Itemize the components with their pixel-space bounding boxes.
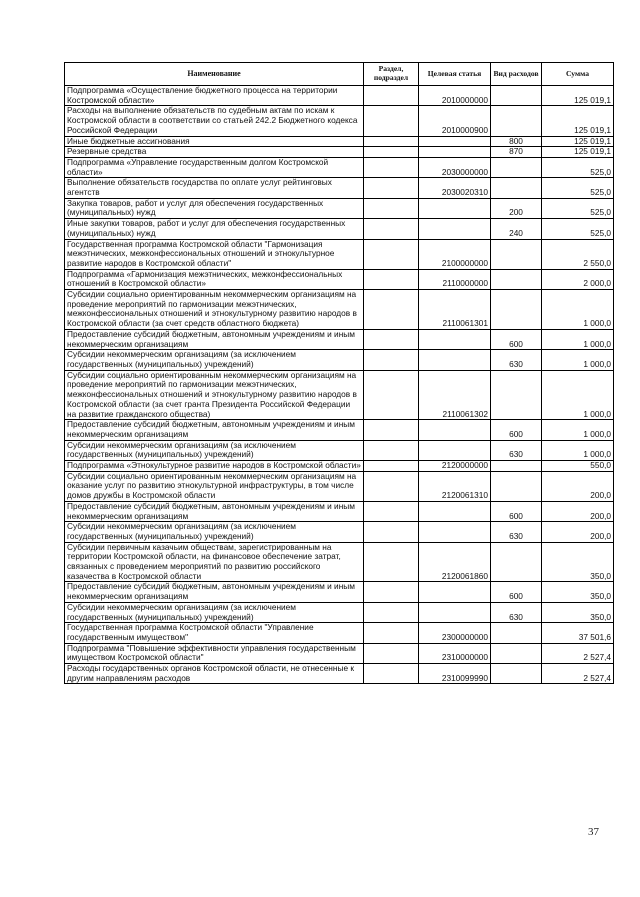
- cell-type: [491, 542, 542, 582]
- cell-type: 800: [491, 136, 542, 147]
- table-row: [65, 602, 614, 622]
- cell-type: [491, 157, 542, 177]
- cell-section: [364, 602, 419, 622]
- cell-target: 2010000900: [419, 106, 491, 136]
- cell-type: 600: [491, 582, 542, 602]
- cell-section: [364, 623, 419, 643]
- cell-target: [419, 219, 491, 239]
- cell-section: [364, 522, 419, 542]
- cell-target: 2030000000: [419, 157, 491, 177]
- cell-target: 2110061302: [419, 370, 491, 420]
- table-row: [65, 440, 614, 460]
- table-row: [65, 582, 614, 602]
- cell-target: 2120061310: [419, 471, 491, 501]
- cell-type: 600: [491, 329, 542, 349]
- cell-section: [364, 136, 419, 147]
- cell-sum: 125 019,1: [542, 136, 614, 147]
- table-row: [65, 370, 614, 420]
- cell-sum: 2 000,0: [542, 269, 614, 289]
- cell-section: [364, 147, 419, 158]
- header-type: Вид расходов: [491, 63, 542, 86]
- cell-name: Подпрограмма «Этнокультурное развитие народов в Костромской области»: [65, 461, 364, 472]
- cell-target: [419, 522, 491, 542]
- table-row: [65, 198, 614, 218]
- header-target: Целевая статья: [419, 63, 491, 86]
- cell-sum: 1 000,0: [542, 370, 614, 420]
- cell-sum: 37 501,6: [542, 623, 614, 643]
- cell-section: [364, 501, 419, 521]
- cell-name: Подпрограмма "Повышение эффективности управления государственным имуществом Костромской области": [65, 643, 364, 663]
- table-row: [65, 290, 614, 330]
- cell-target: 2030020310: [419, 178, 491, 198]
- cell-sum: 200,0: [542, 471, 614, 501]
- cell-sum: 550,0: [542, 461, 614, 472]
- cell-name: Предоставление субсидий бюджетным, автономным учреждениям и иным некоммерческим организациям: [65, 582, 364, 602]
- table-row: [65, 329, 614, 349]
- cell-type: 630: [491, 440, 542, 460]
- cell-section: [364, 329, 419, 349]
- cell-name: Выполнение обязательств государства по оплате услуг рейтинговых агентств: [65, 178, 364, 198]
- cell-name: Государственная программа Костромской области "Управление государственным имуществом": [65, 623, 364, 643]
- table-header-row: [65, 63, 614, 86]
- table-row: [65, 269, 614, 289]
- cell-sum: 350,0: [542, 582, 614, 602]
- cell-name: Предоставление субсидий бюджетным, автономным учреждениям и иным некоммерческим организациям: [65, 420, 364, 440]
- cell-type: [491, 370, 542, 420]
- cell-section: [364, 239, 419, 269]
- cell-target: [419, 420, 491, 440]
- cell-sum: 1 000,0: [542, 440, 614, 460]
- cell-type: 630: [491, 350, 542, 370]
- cell-section: [364, 664, 419, 684]
- cell-type: 630: [491, 522, 542, 542]
- cell-section: [364, 461, 419, 472]
- cell-section: [364, 440, 419, 460]
- cell-name: Предоставление субсидий бюджетным, автономным учреждениям и иным некоммерческим организациям: [65, 329, 364, 349]
- table-row: [65, 178, 614, 198]
- cell-target: 2110000000: [419, 269, 491, 289]
- cell-type: [491, 106, 542, 136]
- cell-section: [364, 370, 419, 420]
- cell-target: 2300000000: [419, 623, 491, 643]
- cell-sum: 525,0: [542, 219, 614, 239]
- table-row: [65, 643, 614, 663]
- header-name: Наименование: [65, 63, 364, 86]
- cell-section: [364, 420, 419, 440]
- table-row: [65, 350, 614, 370]
- table-row: [65, 136, 614, 147]
- cell-target: 2010000000: [419, 86, 491, 106]
- cell-target: 2310000000: [419, 643, 491, 663]
- cell-target: [419, 147, 491, 158]
- cell-section: [364, 471, 419, 501]
- cell-type: 630: [491, 602, 542, 622]
- cell-target: [419, 136, 491, 147]
- cell-type: 200: [491, 198, 542, 218]
- cell-sum: 350,0: [542, 602, 614, 622]
- cell-type: [491, 461, 542, 472]
- cell-type: [491, 643, 542, 663]
- cell-sum: 1 000,0: [542, 420, 614, 440]
- cell-section: [364, 290, 419, 330]
- table-row: [65, 461, 614, 472]
- table-row: [65, 623, 614, 643]
- cell-name: Расходы на выполнение обязательств по судебным актам по искам к Костромской области в соответствии со статьей 242.2 Бюджетного кодекса Российской Федерации: [65, 106, 364, 136]
- cell-target: 2100000000: [419, 239, 491, 269]
- cell-type: [491, 86, 542, 106]
- cell-target: [419, 350, 491, 370]
- cell-sum: 1 000,0: [542, 329, 614, 349]
- cell-sum: 525,0: [542, 157, 614, 177]
- table-row: [65, 420, 614, 440]
- cell-type: 240: [491, 219, 542, 239]
- cell-type: [491, 623, 542, 643]
- cell-name: Субсидии некоммерческим организациям (за исключением государственных (муниципальных) учреждений): [65, 602, 364, 622]
- table-row: [65, 522, 614, 542]
- cell-name: Субсидии социально ориентированным некоммерческим организациям на проведение мероприятий по гармонизации межэтнических, межконфессиональных отношений и этнокультурному развитию народов в Костромской области (за счет гранта Президента Российской Федерации на развитие гражданского общества): [65, 370, 364, 420]
- cell-sum: 2 527,4: [542, 643, 614, 663]
- cell-section: [364, 643, 419, 663]
- cell-target: [419, 329, 491, 349]
- table-row: [65, 664, 614, 684]
- cell-sum: 125 019,1: [542, 147, 614, 158]
- cell-target: [419, 198, 491, 218]
- cell-name: Государственная программа Костромской области "Гармонизация межэтнических, межконфессиональных отношений и этнокультурное развитие народов в Костромской области": [65, 239, 364, 269]
- cell-name: Субсидии некоммерческим организациям (за исключением государственных (муниципальных) учреждений): [65, 522, 364, 542]
- cell-type: 600: [491, 420, 542, 440]
- cell-name: Закупка товаров, работ и услуг для обеспечения государственных (муниципальных) нужд: [65, 198, 364, 218]
- cell-name: Иные закупки товаров, работ и услуг для обеспечения государственных (муниципальных) нужд: [65, 219, 364, 239]
- cell-sum: 2 527,4: [542, 664, 614, 684]
- cell-section: [364, 198, 419, 218]
- table-body: [65, 86, 614, 684]
- cell-name: Подпрограмма «Управление государственным долгом Костромской области»: [65, 157, 364, 177]
- cell-type: [491, 178, 542, 198]
- table-row: [65, 147, 614, 158]
- cell-sum: 125 019,1: [542, 106, 614, 136]
- budget-table: [64, 62, 614, 684]
- cell-sum: 1 000,0: [542, 290, 614, 330]
- cell-target: 2120000000: [419, 461, 491, 472]
- cell-type: [491, 471, 542, 501]
- cell-sum: 2 550,0: [542, 239, 614, 269]
- cell-name: Подпрограмма «Осуществление бюджетного процесса на территории Костромской области»: [65, 86, 364, 106]
- cell-section: [364, 582, 419, 602]
- cell-name: Субсидии некоммерческим организациям (за исключением государственных (муниципальных) учреждений): [65, 350, 364, 370]
- cell-name: Субсидии некоммерческим организациям (за исключением государственных (муниципальных) учреждений): [65, 440, 364, 460]
- table-row: [65, 86, 614, 106]
- cell-name: Субсидии социально ориентированным некоммерческим организациям на проведение мероприятий по гармонизации межэтнических, межконфессиональных отношений и этнокультурному развитию народов в Костромской области (за счет средств областного бюджета): [65, 290, 364, 330]
- table-row: [65, 219, 614, 239]
- cell-target: [419, 440, 491, 460]
- header-sum: Сумма: [542, 63, 614, 86]
- cell-section: [364, 106, 419, 136]
- table-row: [65, 106, 614, 136]
- cell-section: [364, 542, 419, 582]
- cell-type: [491, 269, 542, 289]
- cell-name: Субсидии социально ориентированным некоммерческим организациям на оказание услуг по развитию этнокультурной инфраструктуры, в том числе домов дружбы в Костромской области: [65, 471, 364, 501]
- cell-target: 2310099990: [419, 664, 491, 684]
- cell-sum: 525,0: [542, 178, 614, 198]
- cell-name: Резервные средства: [65, 147, 364, 158]
- cell-name: Субсидии первичным казачьим обществам, зарегистрированным на территории Костромской области, на финансовое обеспечение затрат, связанных с проведением мероприятий по развитию российского казачества в Костромской области: [65, 542, 364, 582]
- cell-name: Иные бюджетные ассигнования: [65, 136, 364, 147]
- cell-section: [364, 219, 419, 239]
- page-number: 37: [588, 826, 599, 838]
- cell-type: 870: [491, 147, 542, 158]
- cell-target: 2120061860: [419, 542, 491, 582]
- cell-type: [491, 239, 542, 269]
- cell-section: [364, 178, 419, 198]
- cell-section: [364, 350, 419, 370]
- table-row: [65, 501, 614, 521]
- table-row: [65, 542, 614, 582]
- cell-section: [364, 269, 419, 289]
- cell-target: [419, 501, 491, 521]
- table-row: [65, 239, 614, 269]
- cell-name: Предоставление субсидий бюджетным, автономным учреждениям и иным некоммерческим организациям: [65, 501, 364, 521]
- cell-section: [364, 86, 419, 106]
- cell-target: [419, 582, 491, 602]
- cell-sum: 1 000,0: [542, 350, 614, 370]
- cell-sum: 125 019,1: [542, 86, 614, 106]
- cell-sum: 200,0: [542, 522, 614, 542]
- cell-type: 600: [491, 501, 542, 521]
- cell-sum: 525,0: [542, 198, 614, 218]
- header-section: Раздел, подраздел: [364, 63, 419, 86]
- cell-type: [491, 664, 542, 684]
- table-row: [65, 157, 614, 177]
- cell-type: [491, 290, 542, 330]
- cell-target: 2110061301: [419, 290, 491, 330]
- cell-section: [364, 157, 419, 177]
- cell-target: [419, 602, 491, 622]
- cell-name: Подпрограмма «Гармонизация межэтнических, межконфессиональных отношений в Костромской области»: [65, 269, 364, 289]
- cell-name: Расходы государственных органов Костромской области, не отнесенные к другим направлениям расходов: [65, 664, 364, 684]
- cell-sum: 200,0: [542, 501, 614, 521]
- table-row: [65, 471, 614, 501]
- cell-sum: 350,0: [542, 542, 614, 582]
